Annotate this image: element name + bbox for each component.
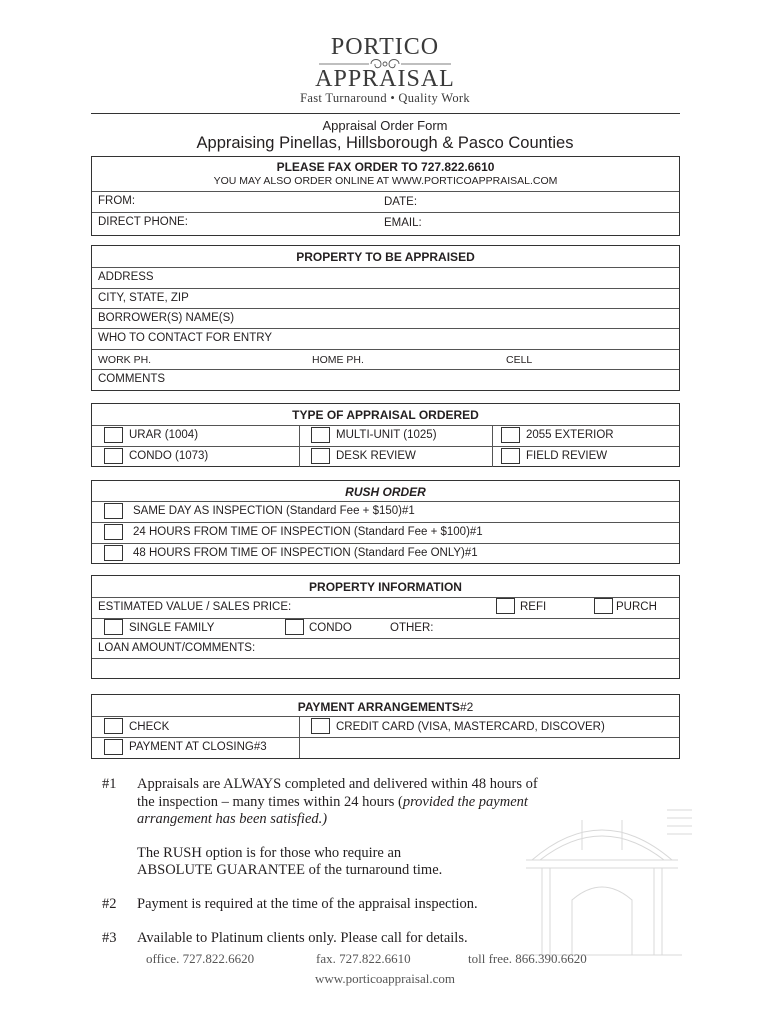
note-2-text: Payment is required at the time of the appraisal inspection.	[137, 896, 478, 912]
note-2-marker: #2	[102, 896, 117, 912]
note-1-line-2-text: the inspection – many times within 24 hours (	[137, 794, 403, 810]
condo-label: CONDO	[309, 622, 352, 634]
cell-phone-field[interactable]: CELL	[506, 354, 533, 366]
logo-appraisal: APPRAISAL	[315, 66, 455, 92]
refi-checkbox[interactable]	[496, 598, 515, 614]
field-review-checkbox[interactable]	[501, 448, 520, 464]
address-field[interactable]: ADDRESS	[98, 271, 154, 283]
rush-24-hours-checkbox[interactable]	[104, 524, 123, 540]
condo-1073-label: CONDO (1073)	[129, 450, 209, 462]
direct-phone-field[interactable]: DIRECT PHONE:	[98, 216, 188, 228]
urar-checkbox[interactable]	[104, 427, 123, 443]
form-title: Appraisal Order Form	[322, 118, 448, 133]
property-box	[91, 245, 680, 391]
condo-1073-checkbox[interactable]	[104, 448, 123, 464]
field-review-label: FIELD REVIEW	[526, 450, 608, 462]
purch-checkbox[interactable]	[594, 598, 613, 614]
exterior-2055-label: 2055 EXTERIOR	[526, 429, 614, 441]
home-phone-field[interactable]: HOME PH.	[312, 354, 364, 366]
portico-building-watermark-icon	[512, 790, 692, 960]
check-label: CHECK	[129, 721, 170, 733]
tagline: Fast Turnaround • Quality Work	[300, 91, 470, 105]
payment-title	[92, 700, 679, 714]
property-box-title: PROPERTY TO BE APPRAISED	[296, 250, 475, 264]
condo-checkbox[interactable]	[285, 619, 304, 635]
rush-48-hours-label: 48 HOURS FROM TIME OF INSPECTION (Standard Fee ONLY)#1	[133, 547, 478, 559]
note-3-marker: #3	[102, 930, 117, 946]
single-family-checkbox[interactable]	[104, 619, 123, 635]
appraisal-type-box	[91, 403, 680, 467]
credit-card-checkbox[interactable]	[311, 718, 330, 734]
urar-label: URAR (1004)	[129, 429, 199, 441]
note-1-line-3: arrangement has been satisfied.)	[137, 811, 328, 827]
footer-fax: fax. 727.822.6610	[316, 951, 411, 966]
payment-at-closing-checkbox[interactable]	[104, 739, 123, 755]
rush-order-title: RUSH ORDER	[345, 485, 426, 499]
rush-note-line-1: The RUSH option is for those who require an	[137, 845, 402, 861]
property-info-box	[91, 575, 680, 679]
contact-entry-field[interactable]: WHO TO CONTACT FOR ENTRY	[98, 332, 272, 344]
note-1-marker: #1	[102, 776, 117, 792]
multi-unit-checkbox[interactable]	[311, 427, 330, 443]
rush-same-day-label: SAME DAY AS INSPECTION (Standard Fee + $150)#1	[133, 505, 415, 517]
multi-unit-label: MULTI-UNIT (1025)	[336, 429, 437, 441]
date-field[interactable]: DATE:	[384, 196, 418, 208]
order-contact-box	[91, 156, 680, 236]
from-field[interactable]: FROM:	[98, 195, 136, 207]
desk-review-label: DESK REVIEW	[336, 450, 416, 462]
online-instruction: YOU MAY ALSO ORDER ONLINE AT WWW.PORTICOAPPRAISAL.COM	[213, 175, 558, 187]
rush-order-box	[91, 480, 680, 564]
note-1-line-2	[137, 794, 528, 811]
note-3-text: Available to Platinum clients only. Please call for details.	[137, 930, 468, 946]
single-family-label: SINGLE FAMILY	[129, 622, 215, 634]
footer-toll-free: toll free. 866.390.6620	[468, 951, 587, 966]
header-divider	[91, 113, 680, 114]
fax-instruction: PLEASE FAX ORDER TO 727.822.6610	[276, 160, 495, 174]
desk-review-checkbox[interactable]	[311, 448, 330, 464]
credit-card-label: CREDIT CARD (VISA, MASTERCARD, DISCOVER)	[336, 721, 605, 733]
note-1-line-2-italic: provided the payment	[402, 794, 528, 810]
note-1-line-1: Appraisals are ALWAYS completed and delivered within 48 hours of	[137, 776, 538, 792]
comments-field[interactable]: COMMENTS	[98, 373, 166, 385]
logo-portico: PORTICO	[330, 34, 440, 60]
refi-label: REFI	[520, 601, 547, 613]
check-checkbox[interactable]	[104, 718, 123, 734]
payment-at-closing-label: PAYMENT AT CLOSING#3	[129, 741, 267, 753]
payment-title-note: #2	[459, 700, 474, 714]
payment-title-text: PAYMENT ARRANGEMENTS	[297, 700, 460, 714]
loan-amount-field[interactable]: LOAN AMOUNT/COMMENTS:	[98, 642, 256, 654]
borrower-names-field[interactable]: BORROWER(S) NAME(S)	[98, 312, 235, 324]
estimated-value-field[interactable]: ESTIMATED VALUE / SALES PRICE:	[98, 601, 292, 613]
other-field[interactable]: OTHER:	[390, 622, 434, 634]
email-field[interactable]: EMAIL:	[384, 217, 422, 229]
form-subtitle: Appraising Pinellas, Hillsborough & Pasco Counties	[196, 134, 574, 152]
rush-same-day-checkbox[interactable]	[104, 503, 123, 519]
footer-website[interactable]: www.porticoappraisal.com	[315, 971, 455, 986]
property-info-title: PROPERTY INFORMATION	[309, 580, 462, 594]
exterior-2055-checkbox[interactable]	[501, 427, 520, 443]
rush-48-hours-checkbox[interactable]	[104, 545, 123, 561]
purch-label: PURCH	[616, 601, 657, 613]
footer-office-phone: office. 727.822.6620	[146, 951, 255, 966]
work-phone-field[interactable]: WORK PH.	[98, 354, 152, 366]
rush-note-line-2: ABSOLUTE GUARANTEE of the turnaround time.	[137, 862, 443, 878]
rush-24-hours-label: 24 HOURS FROM TIME OF INSPECTION (Standard Fee + $100)#1	[133, 526, 483, 538]
appraisal-type-title: TYPE OF APPRAISAL ORDERED	[292, 408, 479, 422]
payment-box	[91, 694, 680, 759]
city-state-zip-field[interactable]: CITY, STATE, ZIP	[98, 292, 189, 304]
